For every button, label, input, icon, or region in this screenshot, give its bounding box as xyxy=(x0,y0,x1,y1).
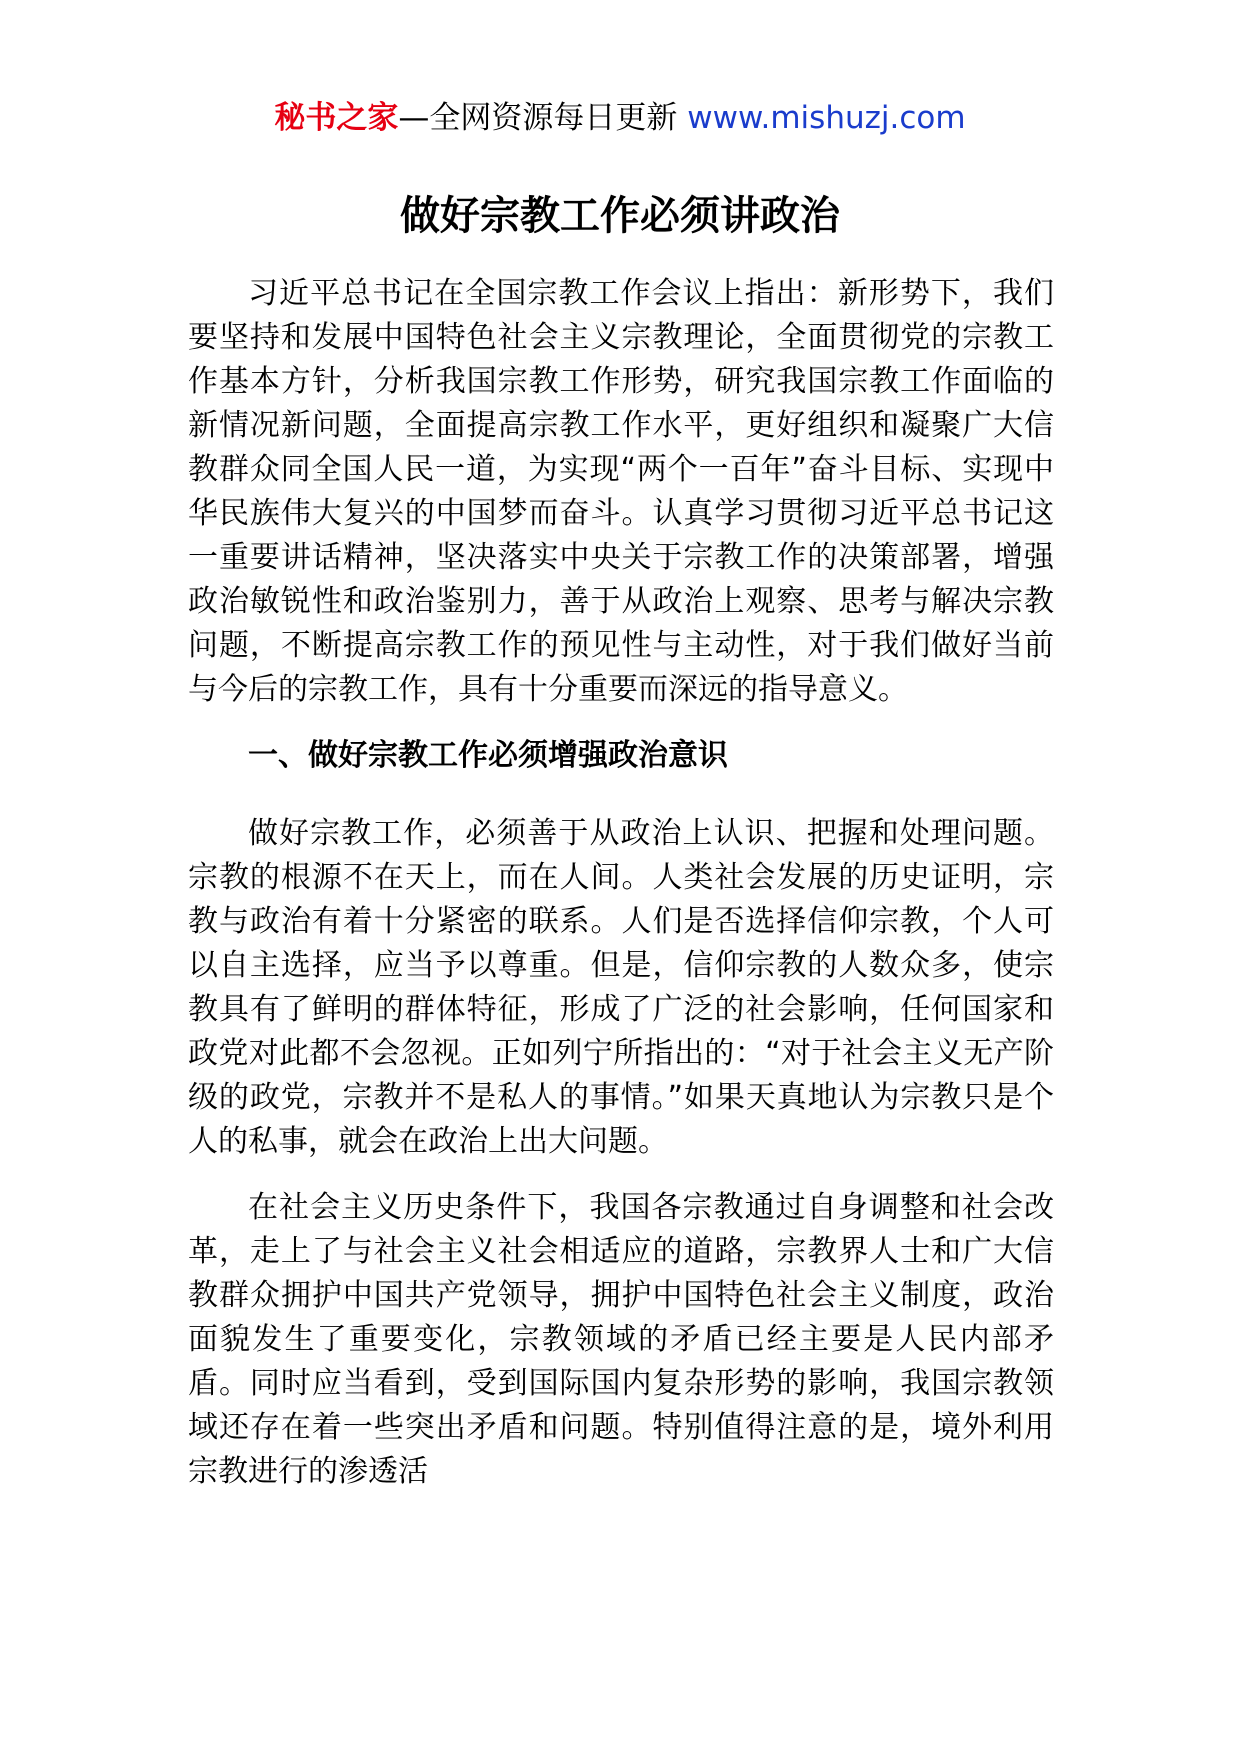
document-title: 做好宗教工作必须讲政治 xyxy=(400,193,840,239)
header-tagline: —全网资源每日更新 xyxy=(398,100,688,136)
site-url-link[interactable]: www.mishuzj.com xyxy=(687,100,966,136)
section-heading: 一、做好宗教工作必须增强政治意识 xyxy=(248,738,728,773)
section-paragraph-1: 做好宗教工作，必须善于从政治上认识、把握和处理问题。宗教的根源不在天上，而在人间。人类社会发展的历史证明，宗教与政治有着十分紧密的联系。人们是否选择信仰宗教，个人可以自主选择，应当予以尊重。但是，信仰宗教的人数众多，使宗教具有了鲜明的群体特征，形成了广泛的社会影响，任何国家和政党对此都不会忽视。正如列宁所指出的：“对于社会主义无产阶级的政党，宗教并不是私人的事情。”如果天真地认为宗教只是个人的私事，就会在政治上出大问题。 xyxy=(188,816,1054,1159)
intro-paragraph: 习近平总书记在全国宗教工作会议上指出：新形势下，我们要坚持和发展中国特色社会主义宗教理论，全面贯彻党的宗教工作基本方针，分析我国宗教工作形势，研究我国宗教工作面临的新情况新问题，全面提高宗教工作水平，更好组织和凝聚广大信教群众同全国人民一道，为实现“两个一百年”奋斗目标、实现中华民族伟大复兴的中国梦而奋斗。认真学习贯彻习近平总书记这一重要讲话精神，坚决落实中央关于宗教工作的决策部署，增强政治敏锐性和政治鉴别力，善于从政治上观察、思考与解决宗教问题，不断提高宗教工作的预见性与主动性，对于我们做好当前与今后的宗教工作，具有十分重要而深远的指导意义。 xyxy=(188,276,1054,707)
document-body xyxy=(188,272,1054,1516)
section-paragraph-2: 在社会主义历史条件下，我国各宗教通过自身调整和社会改革，走上了与社会主义社会相适应的道路，宗教界人士和广大信教群众拥护中国共产党领导，拥护中国特色社会主义制度，政治面貌发生了重要变化，宗教领域的矛盾已经主要是人民内部矛盾。同时应当看到，受到国际国内复杂形势的影响，我国宗教领域还存在着一些突出矛盾和问题。特别值得注意的是，境外利用宗教进行的渗透活 xyxy=(188,1190,1054,1489)
site-header xyxy=(0,98,1240,138)
brand-name: 秘书之家 xyxy=(274,100,399,136)
